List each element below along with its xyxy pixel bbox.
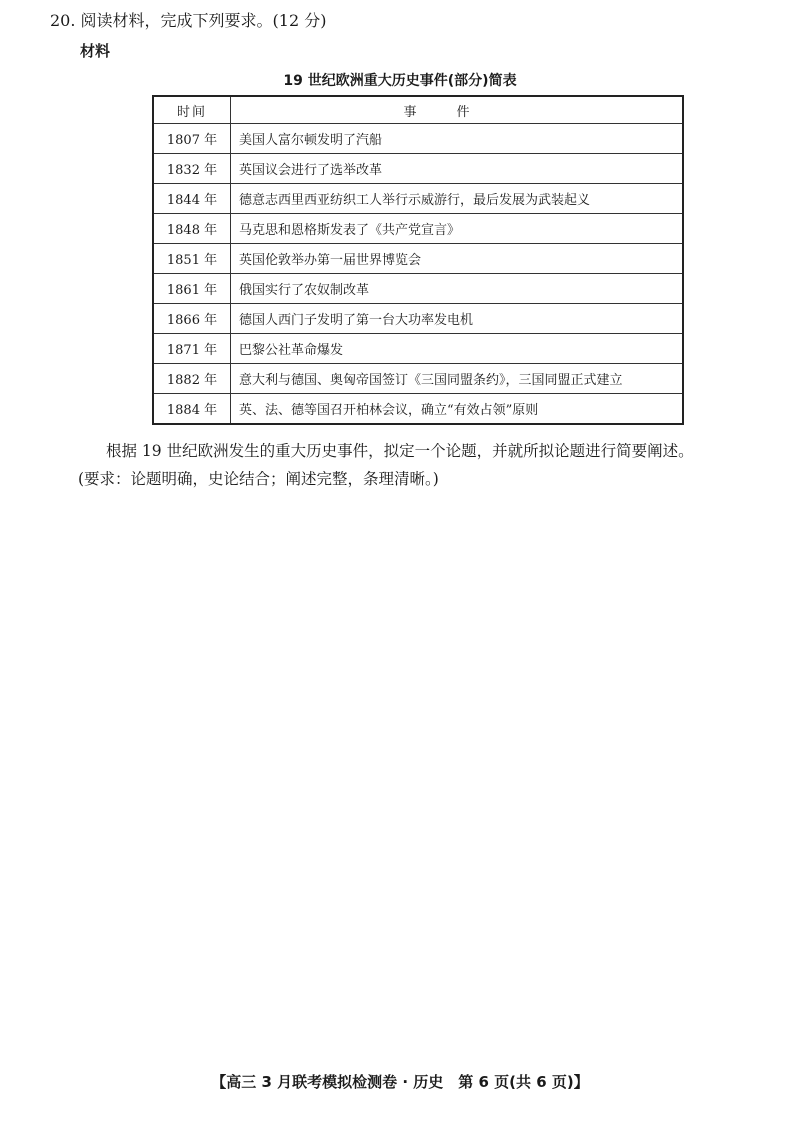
table-row: [153, 124, 683, 154]
row-event: 德意志西里西亚纺织工人举行示威游行，最后发展为武装起义: [231, 184, 684, 214]
table-row: [153, 184, 683, 214]
row-event: 德国人西门子发明了第一台大功率发电机: [231, 304, 684, 334]
header-event: 事件: [231, 96, 684, 124]
row-event: 马克思和恩格斯发表了《共产党宣言》: [231, 214, 684, 244]
row-year: 1884 年: [153, 394, 231, 425]
row-event: 意大利与德国、奥匈帝国签订《三国同盟条约》，三国同盟正式建立: [231, 364, 684, 394]
table-row: [153, 334, 683, 364]
row-year: 1832 年: [153, 154, 231, 184]
row-event: 俄国实行了农奴制改革: [231, 274, 684, 304]
row-event: 英国议会进行了选举改革: [231, 154, 684, 184]
row-year: 1866 年: [153, 304, 231, 334]
row-year: 1807 年: [153, 124, 231, 154]
table-title: 19 世纪欧洲重大历史事件(部分)简表: [283, 73, 517, 89]
table-header-row: [153, 96, 683, 124]
table-row: [153, 394, 683, 425]
material-label: 材料: [80, 42, 111, 60]
row-year: 1871 年: [153, 334, 231, 364]
table-row: [153, 244, 683, 274]
header-time: 时间: [153, 96, 231, 124]
table-row: [153, 364, 683, 394]
table-row: [153, 304, 683, 334]
prompt-line-2: (要求：论题明确，史论结合；阐述完整，条理清晰。): [78, 470, 439, 488]
question-prompt: [78, 437, 778, 493]
table-row: [153, 274, 683, 304]
row-year: 1861 年: [153, 274, 231, 304]
table-row: [153, 154, 683, 184]
row-event: 英、法、德等国召开柏林会议，确立“有效占领”原则: [231, 394, 684, 425]
row-year: 1848 年: [153, 214, 231, 244]
row-year: 1851 年: [153, 244, 231, 274]
page-footer: 【高三 3 月联考模拟检测卷 · 历史 第 6 页(共 6 页)】: [211, 1073, 589, 1091]
row-event: 英国伦敦举办第一届世界博览会: [231, 244, 684, 274]
row-event: 美国人富尔顿发明了汽船: [231, 124, 684, 154]
events-table: [152, 95, 684, 425]
prompt-text: 根据 19 世纪欧洲发生的重大历史事件，拟定一个论题，并就所拟论题进行简要阐述。: [106, 442, 694, 460]
row-year: 1882 年: [153, 364, 231, 394]
row-event: 巴黎公社革命爆发: [231, 334, 684, 364]
prompt-line-1: [78, 437, 778, 465]
question-heading: 20. 阅读材料，完成下列要求。(12 分): [50, 11, 327, 30]
row-year: 1844 年: [153, 184, 231, 214]
table-row: [153, 214, 683, 244]
